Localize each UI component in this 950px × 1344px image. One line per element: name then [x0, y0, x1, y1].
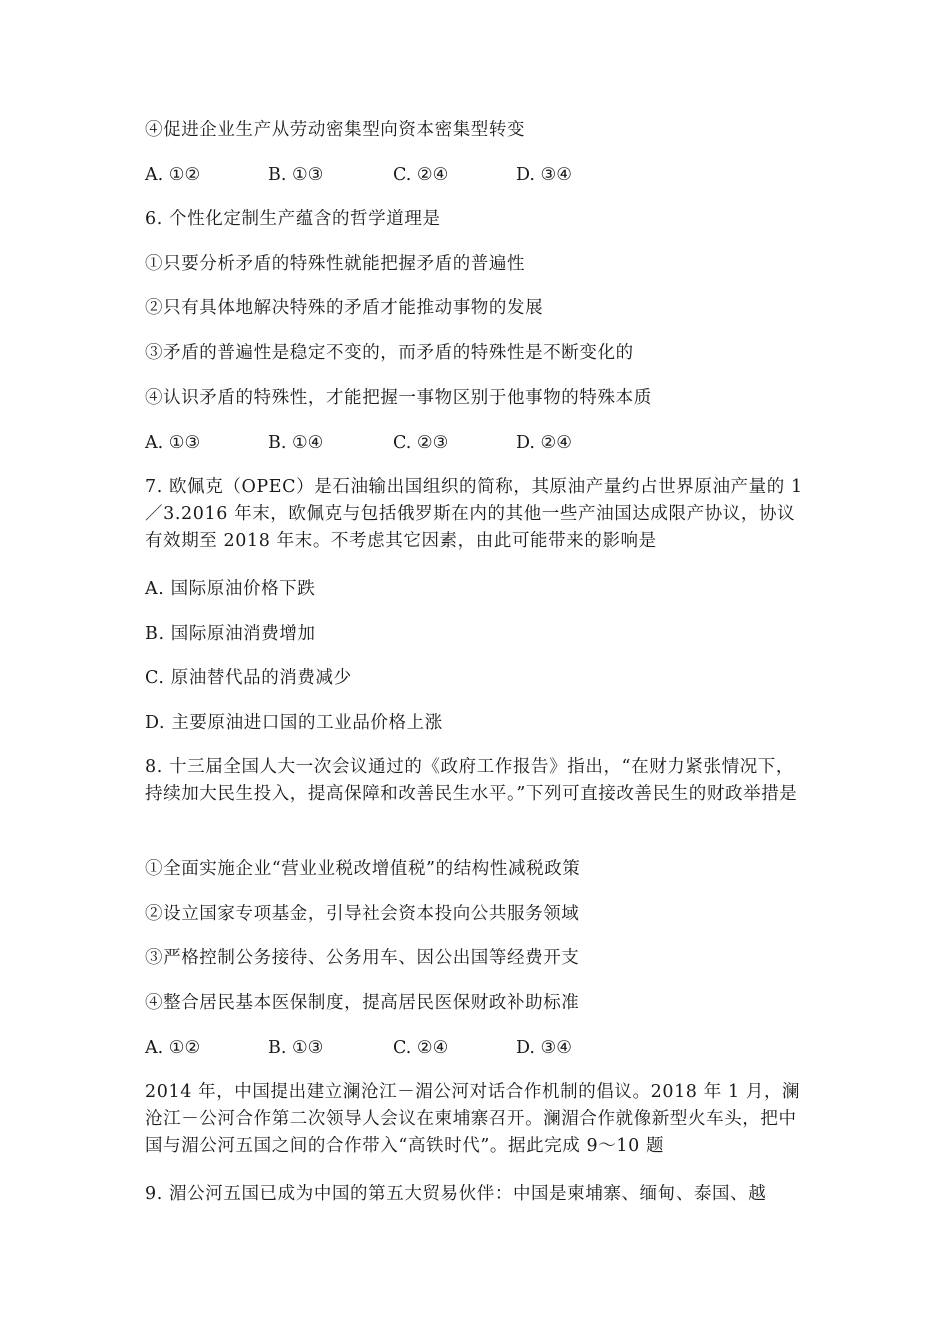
q5-option-c: C. ②④ — [393, 165, 449, 185]
q7-option-b: B. 国际原油消费增加 — [145, 624, 316, 644]
q5-option-b: B. ①③ — [268, 165, 324, 185]
q6-statement-3: ③矛盾的普遍性是稳定不变的，而矛盾的特殊性是不断变化的 — [145, 343, 634, 363]
q6-stem: 6. 个性化定制生产蕴含的哲学道理是 — [145, 209, 441, 229]
q5-option-a: A. ①② — [145, 165, 201, 185]
q7-stem: 7. 欧佩克（OPEC）是石油输出国组织的简称，其原油产量约占世界原油产量的 1／3.2016 年末，欧佩克与包括俄罗斯在内的其他一些产油国达成限产协议，协议有效期至 2018 年末。不考虑其它因素，由此可能带来的影响是 — [145, 477, 803, 551]
q7-option-a: A. 国际原油价格下跌 — [145, 579, 316, 599]
q8-option-a: A. ①② — [145, 1038, 201, 1058]
q6-statement-4: ④认识矛盾的特殊性，才能把握一事物区别于他事物的特殊本质 — [145, 388, 652, 408]
q8-statement-4: ④整合居民基本医保制度，提高居民医保财政补助标准 — [145, 993, 580, 1013]
q8-option-c: C. ②④ — [393, 1038, 449, 1058]
q5-option-d: D. ③④ — [516, 165, 572, 185]
q8-option-d: D. ③④ — [516, 1038, 572, 1058]
q8-stem: 8. 十三届全国人大一次会议通过的《政府工作报告》指出，“在财力紧张情况下，持续加大民生投入，提高保障和改善民生水平。”下列可直接改善民生的财政举措是 — [145, 757, 798, 804]
q7-option-c: C. 原油替代品的消费减少 — [145, 668, 352, 688]
q6-option-a: A. ①③ — [145, 433, 201, 453]
q8-statement-1: ①全面实施企业“营业业税改增值税”的结构性减税政策 — [145, 859, 581, 879]
q7-option-d: D. 主要原油进口国的工业品价格上涨 — [145, 713, 443, 733]
q5-statement-4: ④促进企业生产从劳动密集型向资本密集型转变 — [145, 120, 526, 140]
q9-10-intro: 2014 年，中国提出建立澜沧江－湄公河对话合作机制的倡议。2018 年 1 月，澜沧江－公河合作第二次领导人会议在柬埔寨召开。澜湄合作就像新型火车头，把中国与湄公河五国之间的合作带入“高铁时代”。据此完成 9～10 题 — [145, 1082, 801, 1156]
q6-option-d: D. ②④ — [516, 433, 572, 453]
q6-statement-1: ①只要分析矛盾的特殊性就能把握矛盾的普遍性 — [145, 254, 526, 274]
q6-option-c: C. ②③ — [393, 433, 449, 453]
q8-statement-3: ③严格控制公务接待、公务用车、因公出国等经费开支 — [145, 948, 580, 968]
q8-option-b: B. ①③ — [268, 1038, 324, 1058]
q9-stem: 9. 湄公河五国已成为中国的第五大贸易伙伴：中国是柬埔寨、缅甸、泰国、越 — [145, 1184, 767, 1204]
q8-statement-2: ②设立国家专项基金，引导社会资本投向公共服务领域 — [145, 904, 580, 924]
q6-statement-2: ②只有具体地解决特殊的矛盾才能推动事物的发展 — [145, 298, 544, 318]
q6-option-b: B. ①④ — [268, 433, 324, 453]
